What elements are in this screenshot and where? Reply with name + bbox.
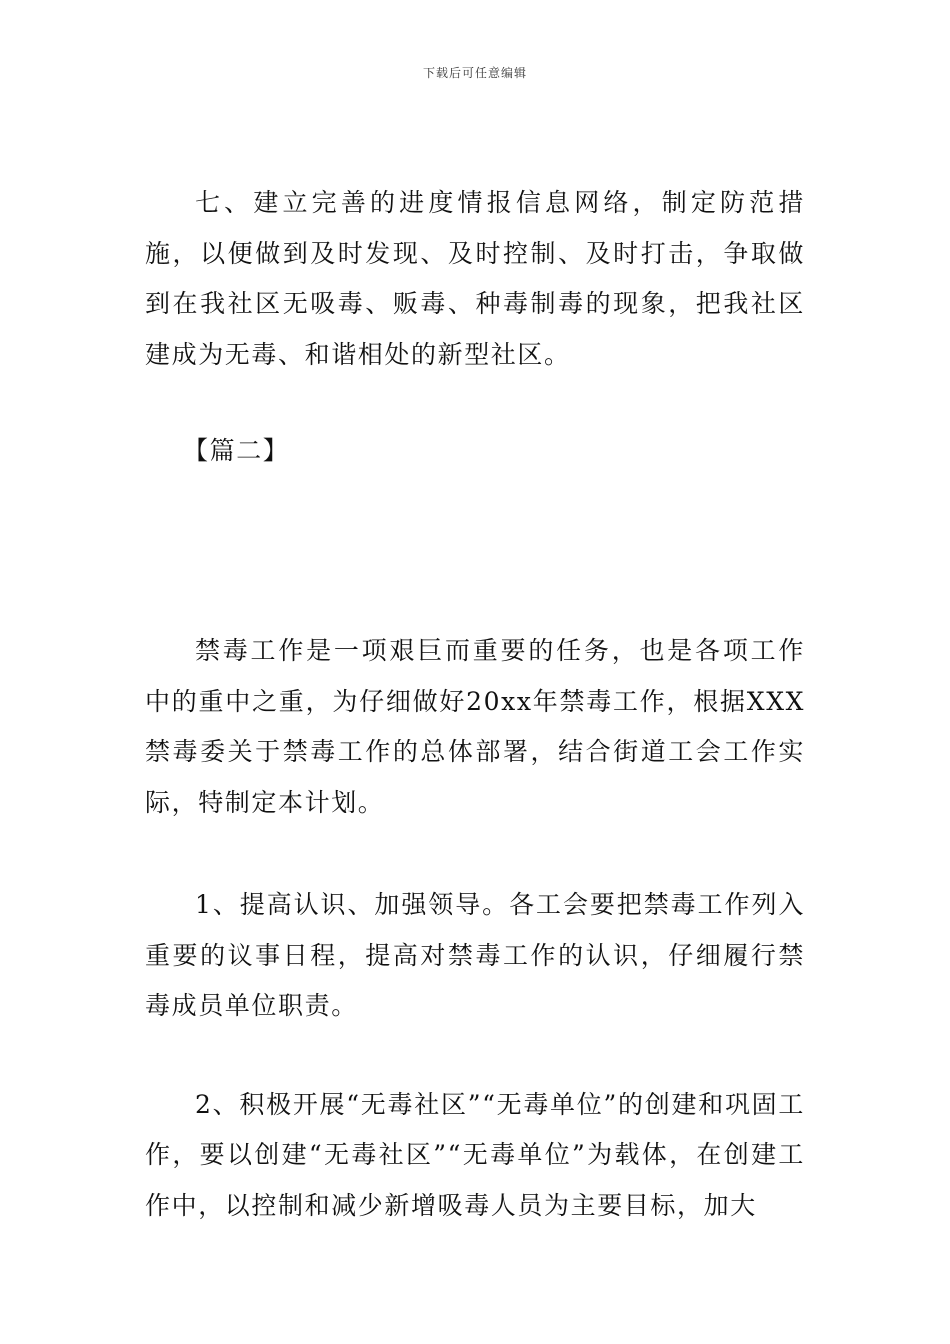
item-two-paragraph: 2、积极开展“无毒社区”“无毒单位”的创建和巩固工作，要以创建“无毒社区”“无毒单位”为载体，在创建工作中，以控制和减少新增吸毒人员为主要目标，加大 bbox=[145, 1089, 805, 1220]
intro-paragraph: 禁毒工作是一项艰巨而重要的任务，也是各项工作中的重中之重，为仔细做好20xx年禁毒工作，根据XXX禁毒委关于禁毒工作的总体部署，结合街道工会工作实际，特制定本计划。 bbox=[145, 636, 805, 817]
section-heading: 【篇二】 bbox=[183, 436, 290, 465]
item-one-paragraph: 1、提高认识、加强领导。各工会要把禁毒工作列入重要的议事日程，提高对禁毒工作的认识，仔细履行禁毒成员单位职责。 bbox=[145, 890, 805, 1020]
paragraph-seven: 七、建立完善的进度情报信息网络，制定防范措施，以便做到及时发现、及时控制、及时打击，争取做到在我社区无吸毒、贩毒、种毒制毒的现象，把我社区建成为无毒、和谐相处的新型社区。 bbox=[145, 188, 805, 369]
page-header: 下载后可任意编辑 bbox=[422, 66, 527, 80]
document-body bbox=[145, 178, 805, 1231]
